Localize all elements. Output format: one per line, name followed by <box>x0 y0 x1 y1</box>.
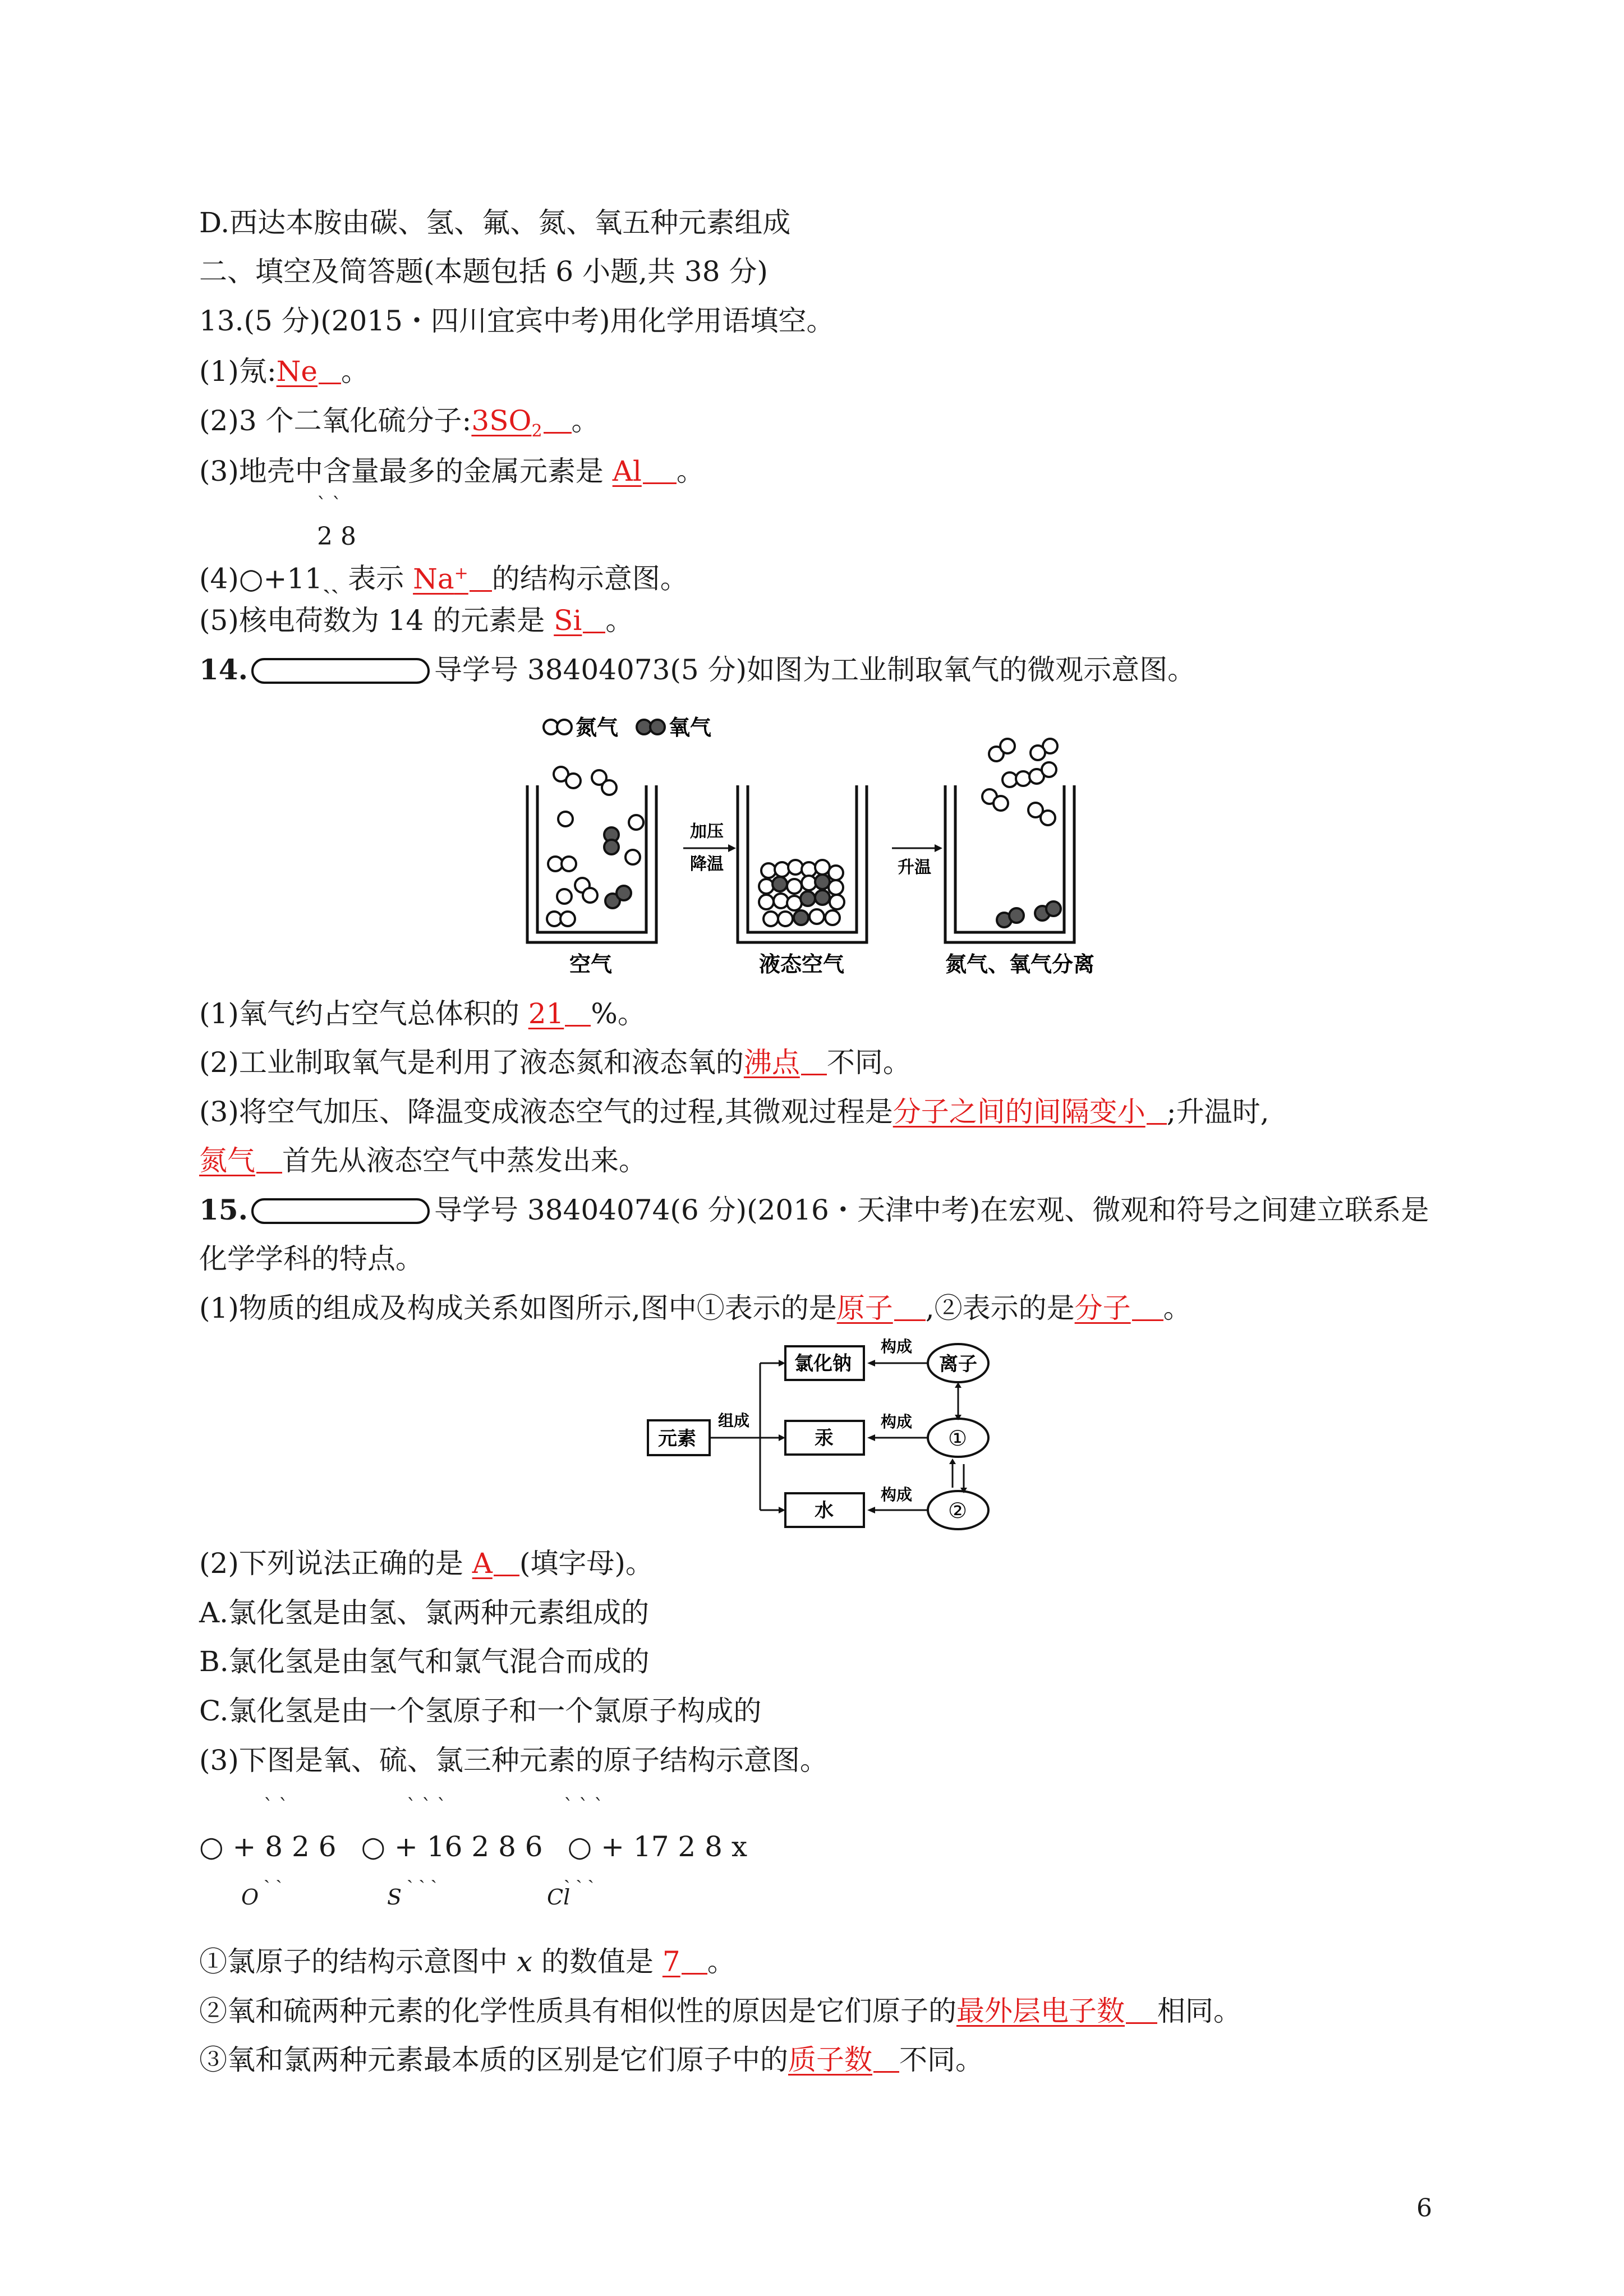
electron-arc-marks: ˏˏ <box>264 1861 288 1884</box>
electron-arc-marks: ˏˏˏ <box>564 1861 600 1884</box>
answer-blank: 7 <box>663 1945 707 1978</box>
q13-header: 13.(5 分)(2015・四川宜宾中考)用化学用语填空。 <box>199 305 835 337</box>
svg-text:构成: 构成 <box>881 1337 913 1356</box>
q14-part1: (1)氧气约占空气总体积的 21 %。 <box>199 997 646 1030</box>
electron-arc-marks: ˏˏˏ <box>407 1861 443 1884</box>
answer-blank: 质子数 <box>788 2044 899 2076</box>
air-molecules <box>547 767 643 926</box>
q15-header-cont: 化学学科的特点。 <box>199 1243 424 1275</box>
label-O: O <box>241 1885 259 1910</box>
q15-part3: (3)下图是氧、硫、氯三种元素的原子结构示意图。 <box>199 1744 828 1777</box>
electron-arc-marks: ˋˋ <box>264 1795 294 1818</box>
svg-text:构成: 构成 <box>881 1485 913 1504</box>
q13-part2: (2)3 个二氧化硫分子$:3SO_2$ 。 <box>199 404 600 441</box>
electron-arc-marks: ˋˋˋ <box>407 1795 452 1818</box>
liquid-air-molecules <box>759 860 844 926</box>
svg-text:元素: 元素 <box>658 1428 696 1450</box>
atom-structure-row <box>199 1829 747 1865</box>
composition-diagram <box>640 1335 1010 1537</box>
q12-option-d: D.西达本胺由碳、氢、氟、氮、氧五种元素组成 <box>199 206 791 239</box>
guide-number-badge <box>251 658 430 684</box>
q15-sub1: ①氯原子的结构示意图中 x 的数值是 7 。 <box>199 1945 735 1978</box>
q15-option-c: C.氯化氢是由一个氢原子和一个氯原子构成的 <box>199 1695 762 1727</box>
caption-separated: 氮气、氧气分离 <box>945 952 1095 977</box>
electron-arc-marks: ˏˏ <box>322 565 339 595</box>
q14-part3-cont: 氮气 首先从液态空气中蒸发出来。 <box>199 1144 647 1177</box>
q13-part4: (4)○+11ˏˏ 表示 Na+ 的结构示意图。 <box>199 562 688 595</box>
q13-part5: (5)核电荷数为 14 的元素是 Si 。 <box>199 604 634 637</box>
answer-blank: 分子之间的间隔变小 <box>893 1096 1167 1128</box>
answer-blank: 最外层电子数 <box>956 1995 1157 2027</box>
answer-blank: 21 <box>528 997 591 1030</box>
answer-blank: 氮气 <box>199 1144 282 1177</box>
q15-part1: (1)物质的组成及构成关系如图所示,图中①表示的是原子 ,②表示的是分子 。 <box>199 1292 1191 1324</box>
q15-sub2: ②氧和硫两种元素的化学性质具有相似性的原因是它们原子的最外层电子数 相同。 <box>199 1995 1241 2027</box>
svg-text:水: 水 <box>815 1499 834 1522</box>
answer-blank: Al <box>613 455 677 487</box>
answer-blank: 分子 <box>1075 1292 1163 1324</box>
answer-blank: $3SO_2$ <box>471 404 571 437</box>
separated-molecules <box>982 739 1061 927</box>
atom-chlorine: ○ + 17 2 8 x <box>567 1830 748 1863</box>
answer-blank: 原子 <box>837 1292 926 1324</box>
svg-text:构成: 构成 <box>881 1412 913 1431</box>
svg-text:①: ① <box>948 1426 968 1451</box>
arrow-pressurize <box>683 822 736 874</box>
label-S: S <box>387 1885 402 1910</box>
legend <box>544 715 711 740</box>
svg-text:氯化钠: 氯化钠 <box>794 1352 852 1375</box>
answer-blank: Ne <box>277 355 341 388</box>
answer-blank: Si <box>554 604 605 637</box>
caption-air: 空气 <box>569 952 613 977</box>
label-compose: 组成 <box>718 1411 750 1430</box>
q15-header: 15. 导学号 38404074(6 分)(2016・天津中考)在宏观、微观和符号之间建立联系是 <box>199 1193 1429 1226</box>
svg-text:②: ② <box>948 1498 968 1523</box>
section2-title: 二、填空及简答题(本题包括 6 小题,共 38 分) <box>199 255 768 288</box>
q15-option-a: A.氯化氢是由氢、氯两种元素组成的 <box>199 1596 650 1629</box>
q14-header: 14. 导学号 38404073(5 分)如图为工业制取氧气的微观示意图。 <box>199 653 1196 686</box>
svg-text:汞: 汞 <box>815 1427 834 1450</box>
q13-part1: (1)氖:Ne 。 <box>199 355 370 388</box>
svg-text:加压: 加压 <box>690 822 724 841</box>
atom-sulfur: ○ + 16 2 8 6 <box>361 1830 543 1863</box>
caption-liquid-air: 液态空气 <box>759 952 845 977</box>
q15-part2: (2)下列说法正确的是 A (填字母)。 <box>199 1547 654 1580</box>
electron-arc-marks: ˋˋˋ <box>564 1795 609 1818</box>
electron-arc-marks: ˋˋ <box>317 494 347 516</box>
svg-text:降温: 降温 <box>690 854 724 874</box>
legend-oxygen: 氧气 <box>669 715 712 740</box>
page-number: 6 <box>1416 2194 1432 2223</box>
oxygen-production-diagram <box>505 701 1139 993</box>
q13-part3: (3)地壳中含量最多的金属元素是 Al 。 <box>199 455 705 487</box>
legend-nitrogen: 氮气 <box>576 715 619 740</box>
guide-number-badge <box>251 1198 430 1224</box>
q15-option-b: B.氯化氢是由氢气和氯气混合而成的 <box>199 1645 650 1678</box>
q13-shell-numbers: 2 8 <box>317 522 356 551</box>
q15-sub3: ③氧和氯两种元素最本质的区别是它们原子中的质子数 不同。 <box>199 2044 983 2076</box>
answer-blank: A <box>472 1547 519 1580</box>
svg-text:升温: 升温 <box>898 858 931 877</box>
q14-part2: (2)工业制取氧气是利用了液态氮和液态氧的沸点 不同。 <box>199 1046 911 1079</box>
label-Cl: Cl <box>547 1885 571 1910</box>
q14-part3: (3)将空气加压、降温变成液态空气的过程,其微观过程是分子之间的间隔变小 ;升温时, <box>199 1096 1269 1128</box>
arrow-heat <box>892 844 942 877</box>
answer-blank: 沸点 <box>744 1046 827 1079</box>
atom-oxygen: ○ + 8 2 6 <box>199 1830 337 1863</box>
svg-text:离子: 离子 <box>939 1353 977 1375</box>
answer-blank: Na+ <box>413 563 492 595</box>
